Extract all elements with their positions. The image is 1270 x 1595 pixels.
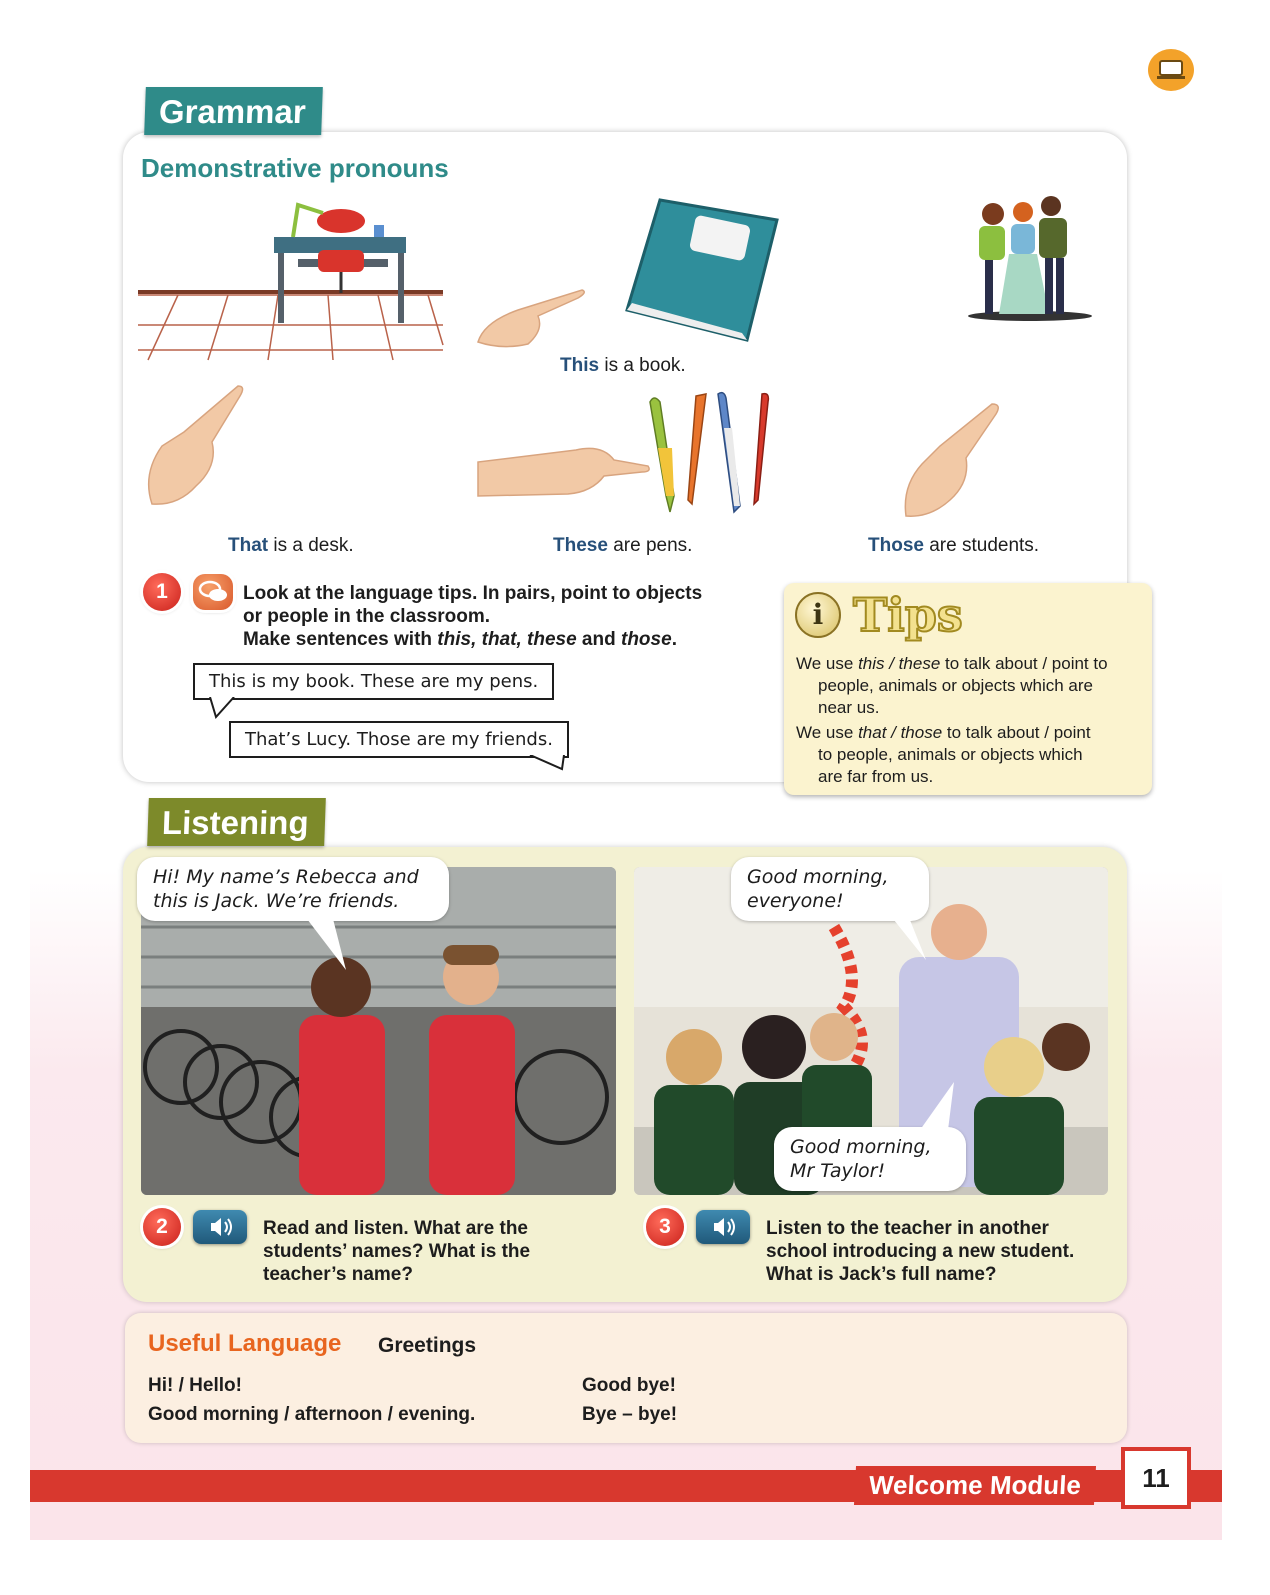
bubble-tail — [300, 915, 350, 975]
caption-book: This is a book. — [560, 355, 686, 376]
bubble-tail — [918, 1082, 958, 1132]
speaking-icon — [193, 574, 233, 610]
students-illustration — [965, 192, 1095, 322]
task-3-instructions: Listen to the teacher in another school introducing a new student. What is Jack’s full name? — [766, 1218, 1075, 1285]
caption-desk: That is a desk. — [228, 535, 354, 556]
task-1-instructions: Look at the language tips. In pairs, point to objects or people in the classroom. Make sentences with this, that, these and those. — [243, 583, 703, 650]
task-number-badge: 3 — [646, 1208, 684, 1246]
pointing-hand-icon — [474, 286, 590, 350]
bubble-tail — [528, 755, 568, 773]
digital-resource-icon[interactable] — [1148, 49, 1194, 91]
page-number: 11 — [1121, 1447, 1191, 1509]
task-number-badge: 2 — [143, 1208, 181, 1246]
bubble-tail — [880, 905, 930, 965]
tip-1: We use this / these to talk about / point to people, animals or objects which are near us. — [796, 654, 1108, 717]
pointing-hand-icon — [476, 440, 652, 500]
tips-title: Tips — [853, 588, 963, 642]
info-icon: i — [795, 592, 841, 638]
grammar-tab: Grammar — [144, 87, 322, 135]
speech-bubble-teacher: Good morning, everyone! — [731, 857, 929, 921]
speech-bubble-rebecca: Hi! My name’s Rebecca and this is Jack. We’re friends. — [137, 857, 449, 921]
audio-play-button[interactable] — [193, 1210, 247, 1244]
task-number-badge: 1 — [143, 573, 181, 611]
greeting-phrase: Bye – bye! — [582, 1404, 678, 1425]
greeting-phrase: Good morning / afternoon / evening. — [148, 1404, 476, 1425]
book-illustration — [622, 195, 782, 345]
speech-bubble-students: Good morning, Mr Taylor! — [774, 1127, 966, 1191]
caption-pens: These are pens. — [553, 535, 693, 556]
pointing-hand-icon — [140, 382, 252, 506]
task-2-instructions: Read and listen. What are the students’ names? What is the teacher’s name? — [263, 1218, 531, 1285]
pens-illustration — [644, 388, 780, 518]
pointing-hand-icon — [900, 400, 1006, 518]
greeting-phrase: Good bye! — [582, 1375, 676, 1396]
page-subtitle: Demonstrative pronouns — [141, 153, 449, 183]
module-label: Welcome Module — [854, 1466, 1096, 1505]
useful-language-title: Useful Language — [148, 1330, 342, 1357]
useful-language-subtitle: Greetings — [378, 1334, 477, 1357]
listening-tab: Listening — [147, 798, 325, 846]
bubble-tail — [208, 697, 238, 721]
caption-students: Those are students. — [868, 535, 1040, 556]
tip-2: We use that / those to talk about / point to people, animals or objects which are far from us. — [796, 723, 1091, 786]
example-bubble-2: That’s Lucy. Those are my friends. — [229, 721, 569, 758]
example-bubble-1: This is my book. These are my pens. — [193, 663, 554, 700]
audio-play-button[interactable] — [696, 1210, 750, 1244]
desk-illustration — [138, 195, 448, 365]
greeting-phrase: Hi! / Hello! — [148, 1375, 242, 1396]
